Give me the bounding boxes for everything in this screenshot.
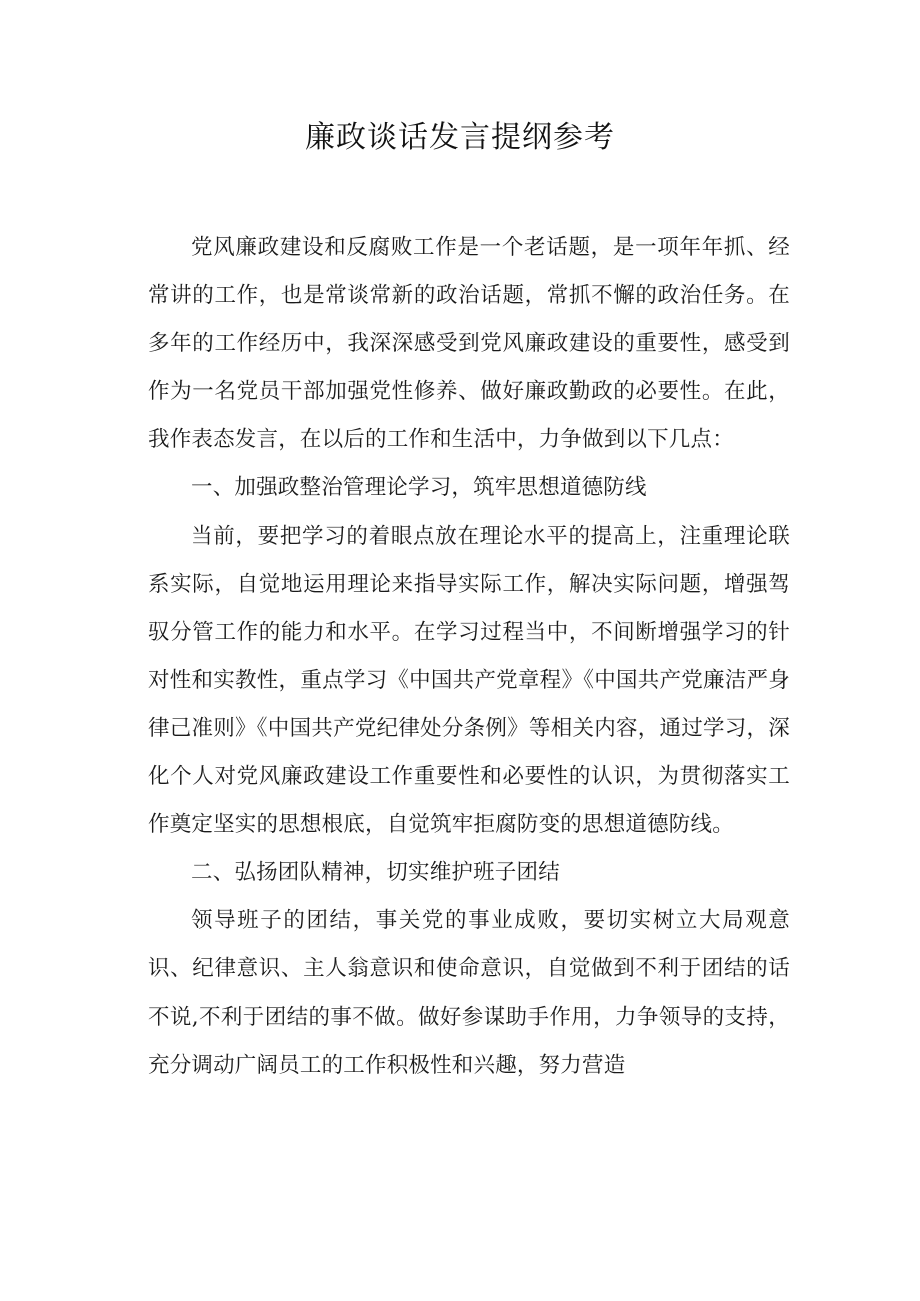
section-heading-2: 二、弘扬团队精神，切实维护班子团结: [191, 860, 560, 886]
paragraph-section-2: 领导班子的团结，事关党的事业成败，要切实树立大局观意识、纪律意识、主人翁意识和使命意识，自觉做到不利于团结的话不说,不利于团结的事不做。做好参谋助手作用，力争领导的支持，充分调动广阔员工的工作积极性和兴趣，努力营造: [148, 908, 790, 1078]
paragraph-section-1: 当前，要把学习的着眼点放在理论水平的提高上，注重理论联系实际，自觉地运用理论来指导实际工作，解决实际问题，增强驾驭分管工作的能力和水平。在学习过程当中，不间断增强学习的针对性和实教性，重点学习《中国共产党章程》《中国共产党廉洁严身律己准则》《中国共产党纪律处分条例》等相关内容，通过学习，深化个人对党风廉政建设工作重要性和必要性的认识，为贯彻落实工作奠定坚实的思想根底，自觉筑牢拒腐防变的思想道德防线。: [148, 523, 790, 838]
document-title: 廉政谈话发言提纲参考: [305, 120, 615, 155]
document-body: [148, 224, 790, 1090]
section-heading-1: 一、加强政整治管理论学习，筑牢思想道德防线: [191, 475, 647, 501]
paragraph-intro: 党风廉政建设和反腐败工作是一个老话题，是一项年年抓、经常讲的工作，也是常谈常新的政治话题，常抓不懈的政治任务。在多年的工作经历中，我深深感受到党风廉政建设的重要性，感受到作为一名党员干部加强党性修养、做好廉政勤政的必要性。在此，我作表态发言，在以后的工作和生活中，力争做到以下几点：: [148, 235, 790, 453]
